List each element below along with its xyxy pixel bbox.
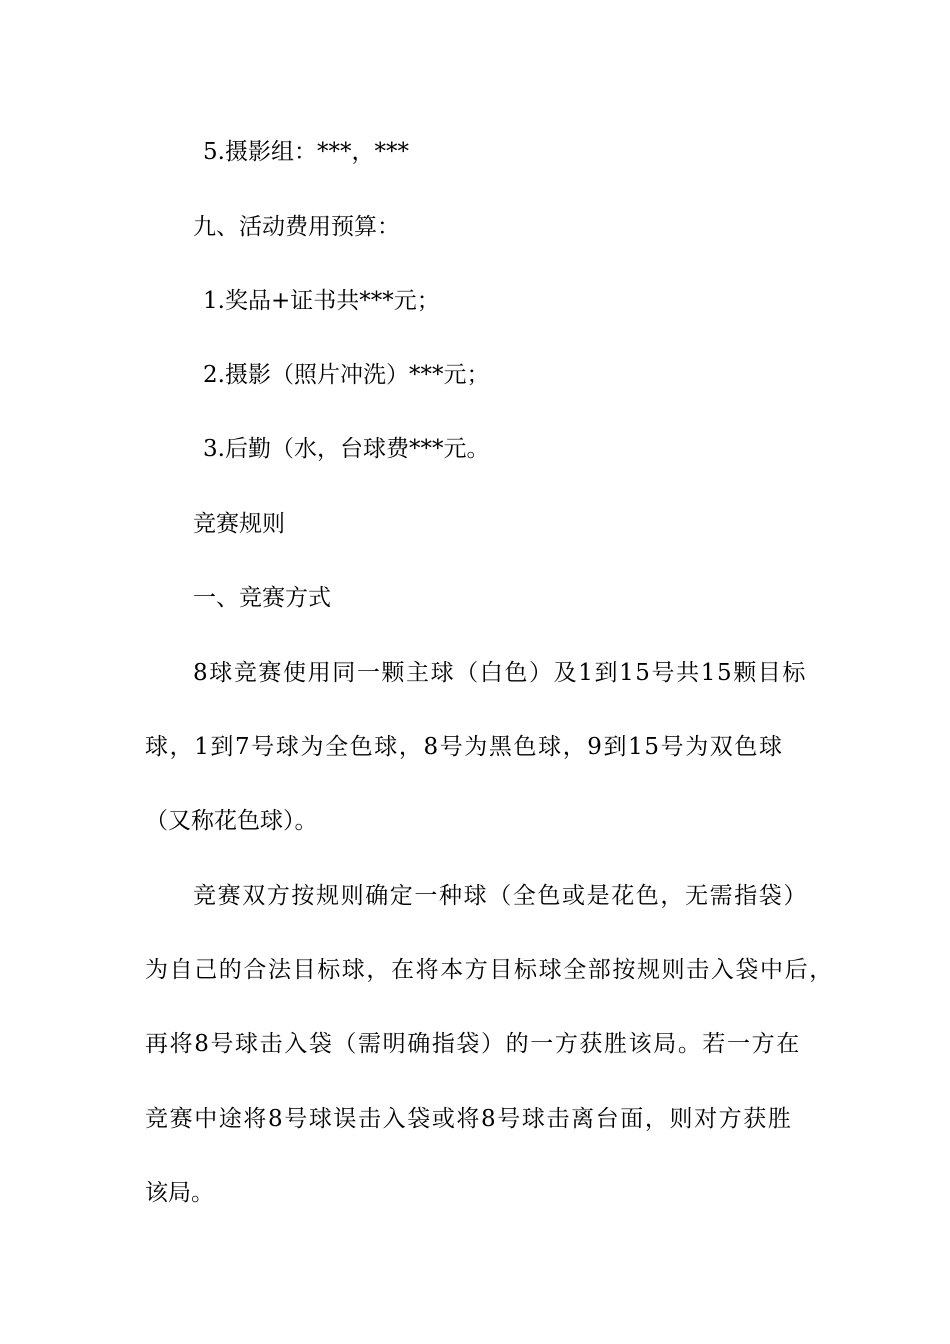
budget-item-photography: 2.摄影（照片冲洗）***元； xyxy=(203,362,490,388)
paragraph-2-line-4: 竞赛中途将8号球误击入袋或将8号球击离台面，则对方获胜 xyxy=(145,1106,793,1132)
paragraph-2-line-1: 竞赛双方按规则确定一种球（全色或是花色，无需指袋） xyxy=(193,883,808,909)
budget-item-logistics: 3.后勤（水，台球费***元。 xyxy=(203,436,490,462)
paragraph-1-line-1: 8球竞赛使用同一颗主球（白色）及1到15号共15颗目标 xyxy=(193,660,807,686)
section-heading-rules: 竞赛规则 xyxy=(193,511,285,537)
paragraph-1-line-2: 球，1到7号球为全色球，8号为黑色球，9到15号为双色球 xyxy=(145,734,784,760)
subheading-competition-method: 一、竞赛方式 xyxy=(193,585,331,611)
paragraph-2-line-5: 该局。 xyxy=(145,1180,214,1206)
paragraph-2-line-2: 为自己的合法目标球，在将本方目标球全部按规则击入袋中后， xyxy=(145,957,834,983)
paragraph-2-line-3: 再将8号球击入袋（需明确指袋）的一方获胜该局。若一方在 xyxy=(145,1031,801,1057)
paragraph-1-line-3: （又称花色球）。 xyxy=(145,808,318,834)
budget-item-prizes: 1.奖品+证书共***元； xyxy=(203,288,440,314)
section-heading-budget: 九、活动费用预算： xyxy=(193,214,400,240)
list-item-photography-group: 5.摄影组：***，*** xyxy=(203,139,409,165)
